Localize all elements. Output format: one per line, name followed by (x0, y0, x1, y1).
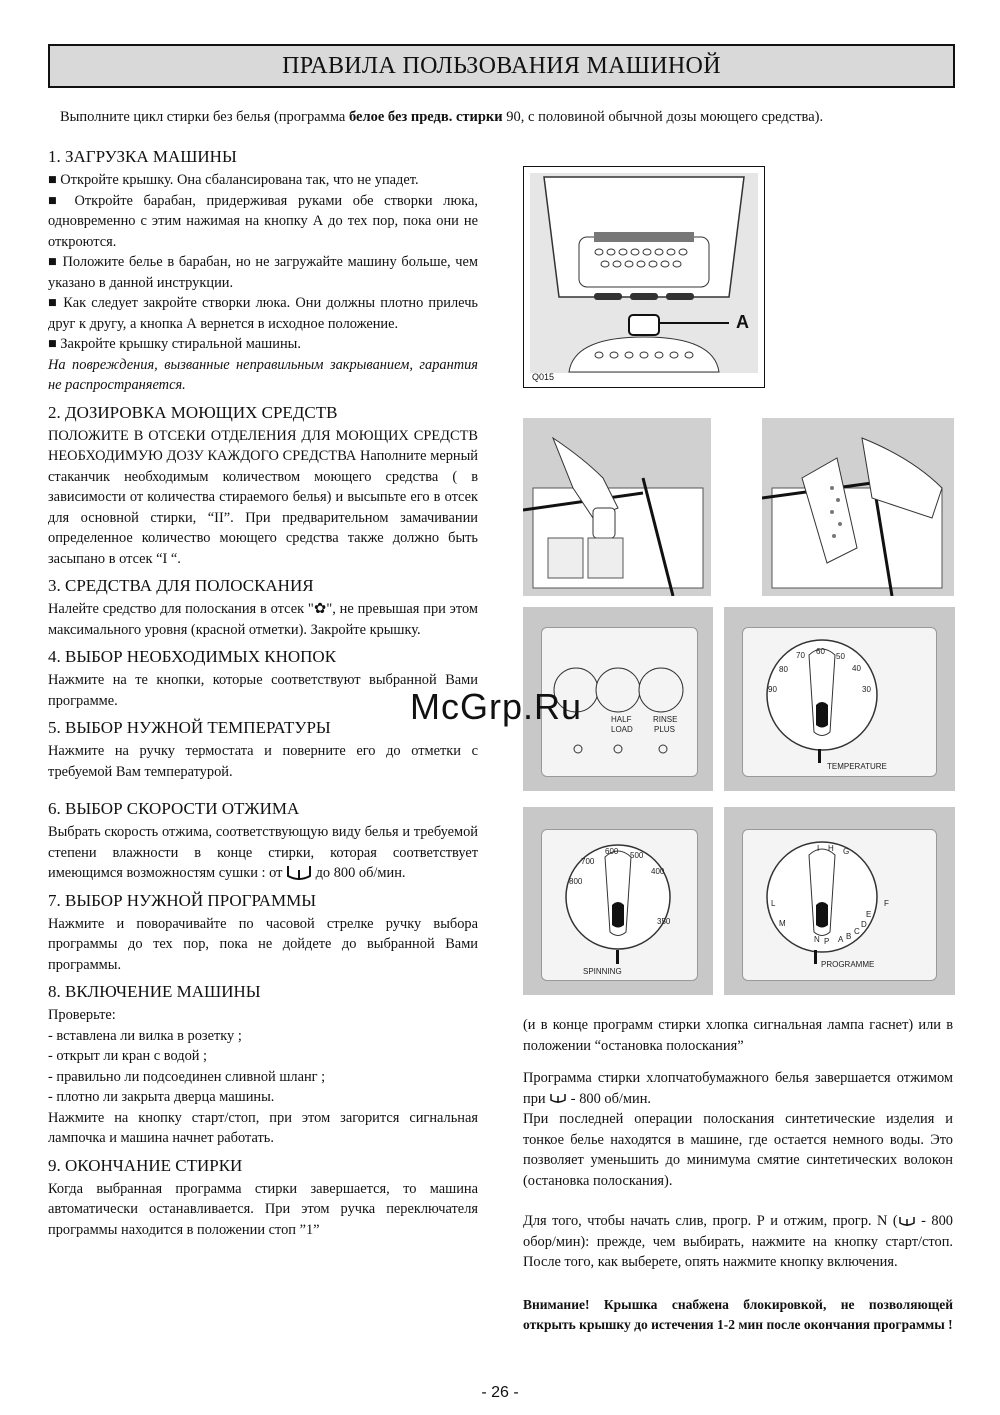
section-6: 6. ВЫБОР СКОРОСТИ ОТЖИМА Выбрать скорость отжима, соответствующую виду белья и требуемой степени влажности в конце стирки, которая соответствует имеющимся возможностям сушки : от до 800 об/мин. (48, 798, 478, 884)
figure-spinning-dial: 800 700 600 500 400 350 SPINNING (523, 807, 713, 995)
figure-programme-dial: A B C D E F G H I L M N P PROGRAMME (724, 807, 955, 995)
warning-note: Внимание! Крышка снабжена блокировкой, не позволяющей открыть крышку до истечения 1-2 мин после окончания программы ! (523, 1296, 953, 1332)
figure-code: Q015 (532, 372, 555, 382)
warranty-note: На повреждения, вызванные неправильным закрыванием, гарантия не распространяется. (48, 356, 478, 393)
section-1: 1. ЗАГРУЗКА МАШИНЫ ■ Откройте крышку. Она сбалансирована так, что не упадет. ■ Откройте барабан, придерживая руками обе створки люка, одновременно с этим нажимая на кнопку А до тех пор, пока они не откроются. ■ Положите белье в барабан, но не загружайте машину больше, чем указано в данной инструкции. ■ Как следует закройте створки люка. Они должны плотно прилечь друг к другу, а кнопка А вернется в исходное положение. ■ Закройте крышку стиральной машины. На повреждения, вызванные неправильным закрыванием, гарантия не распространяется. (48, 146, 478, 396)
figure-temperature-dial: 90 80 70 60 50 40 30 TEMPERATURE (724, 607, 955, 791)
figure-buttons: HALF LOAD RINSE PLUS (523, 607, 713, 791)
watermark: McGrp.Ru (410, 686, 583, 727)
section-5: 5. ВЫБОР НУЖНОЙ ТЕМПЕРАТУРЫ Нажмите на ручку термостата и поверните его до отметки с требуемой Вам температурой. (48, 718, 478, 780)
page-title: ПРАВИЛА ПОЛЬЗОВАНИЯ МАШИНОЙ (48, 44, 955, 88)
section-7: 7. ВЫБОР НУЖНОЙ ПРОГРАММЫ Нажмите и поворачивайте по часовой стрелке ручку выбора программы до тех пор, пока не дойдете до выбранной Вами программы. (48, 890, 478, 973)
figure-detergent-pour (523, 418, 711, 596)
spin-symbol-icon (898, 1215, 916, 1229)
drum-illustration (524, 167, 764, 387)
section-1-heading: 1. ЗАГРУЗКА МАШИНЫ (48, 147, 237, 166)
detergent-compartment-illustration (762, 418, 954, 596)
right-column: (и в конце программ стирки хлопка сигнальная лампа гаснет) или в положении “остановка полоскания” Программа стирки хлопчатобумажного белья завершается отжимом при - 800 об/мин. При последней операции полоскания синтетические изделия и тонкое белье находятся в машине, где остается немного воды. Это позволяет уменьшить до минимума смятие синтетических волокон (остановка полоскания). Для того, чтобы начать слив, прогр. Р и отжим, прогр. N ( - 800 обор/мин): прежде, чем выбирать, нажмите на кнопку старт/стоп. После того, как выберете, опять нажмите кнопку включения. Внимание! Крышка снабжена блокировкой, не позволяющей открыть крышку до истечения 1-2 мин после окончания программы ! (523, 1015, 953, 1336)
figure-drum-button (523, 166, 765, 388)
button-a-label: A (736, 312, 749, 332)
section-9: 9. ОКОНЧАНИЕ СТИРКИ Когда выбранная программа стирки завершается, то машина автоматически останавливается. При этом ручка переключателя программы находится в положении стоп ”1” (48, 1155, 478, 1238)
detergent-pour-illustration (523, 418, 711, 596)
spin-symbol-icon (549, 1092, 567, 1106)
section-4: 4. ВЫБОР НЕОБХОДИМЫХ КНОПОК Нажмите на те кнопки, которые соответствуют выбранной Вами программе. (48, 647, 478, 709)
section-8: 8. ВКЛЮЧЕНИЕ МАШИНЫ Проверьте: - вставлена ли вилка в розетку ; - открыт ли кран с водой ; - правильно ли подсоединен сливной шланг ; - плотно ли закрыта дверца машины. Нажмите на кнопку старт/стоп, при этом загорится сигнальная лампочка и машина начнет работать. (48, 982, 478, 1147)
spin-symbol-icon (286, 864, 312, 884)
page-number: - 26 - (481, 1384, 519, 1401)
section-3: 3. СРЕДСТВА ДЛЯ ПОЛОСКАНИЯ Налейте средство для полоскания в отсек "✿", не превышая при этом максимального уровня (красной отметки). Закройте крышку. (48, 576, 478, 638)
intro-text: Выполните цикл стирки без белья (программа белое без предв. стирки 90, с половиной обычной дозы моющего средства). (60, 109, 824, 125)
section-2: 2. ДОЗИРОВКА МОЮЩИХ СРЕДСТВ ПОЛОЖИТЕ В ОТСЕКИ ОТДЕЛЕНИЯ ДЛЯ МОЮЩИХ СРЕДСТВ НЕОБХОДИМУЮ ДОЗУ КАЖДОГО СРЕДСТВА Наполните мерный стаканчик необходимым количеством моющего средства ( в зависимости от количества стираемого белья) и высыпьте его в отсек для основной стирки, “II”. При предварительном замачивании определенное количество моющего средства также должно быть засыпано в отсек “I “. (48, 402, 478, 567)
figure-detergent-compartment (762, 418, 954, 596)
